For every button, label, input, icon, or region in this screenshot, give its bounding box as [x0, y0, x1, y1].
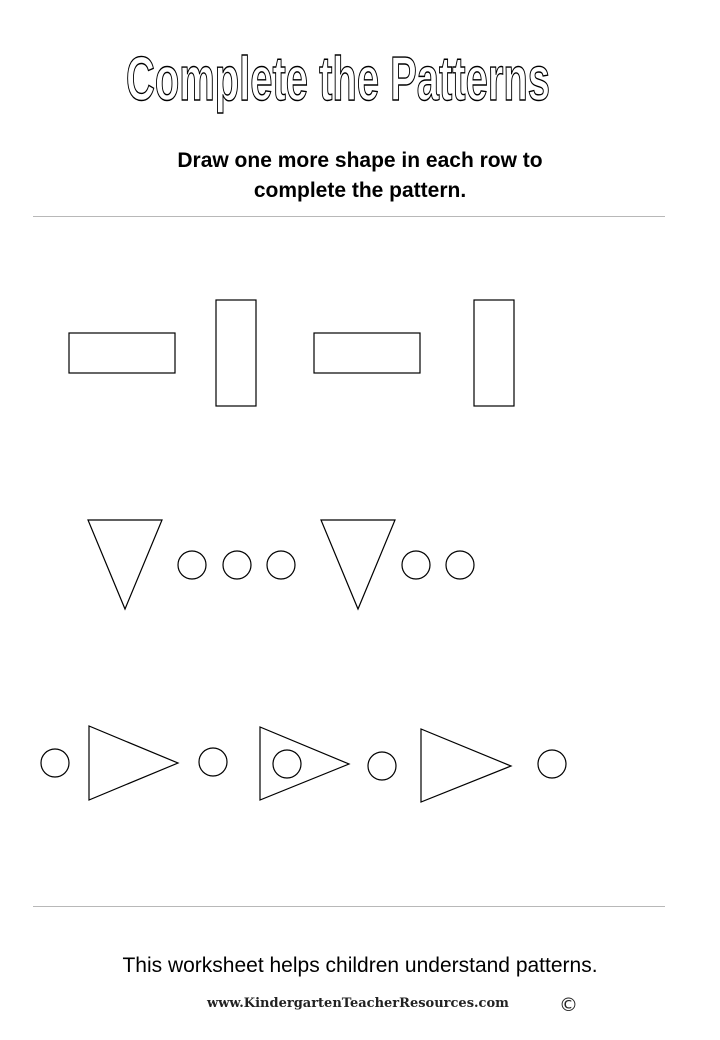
- circle: [267, 551, 295, 579]
- horizontal-rectangle: [69, 333, 175, 373]
- pattern-row-2: [88, 520, 474, 609]
- circle: [402, 551, 430, 579]
- circle: [446, 551, 474, 579]
- copyright-symbol: ©: [559, 994, 578, 1016]
- circle: [199, 748, 227, 776]
- circle: [368, 752, 396, 780]
- circle: [538, 750, 566, 778]
- circle: [178, 551, 206, 579]
- circle: [273, 750, 301, 778]
- bottom-divider: [33, 906, 665, 907]
- worksheet-note: This worksheet helps children understand patterns.: [122, 954, 598, 977]
- vertical-rectangle: [474, 300, 514, 406]
- circle: [223, 551, 251, 579]
- footer-url: www.KindergartenTeacherResources.com: [207, 996, 509, 1011]
- instruction-line-2: complete the pattern.: [253, 179, 467, 202]
- worksheet-title-text: Complete the Patterns: [126, 45, 550, 114]
- pattern-row-3: [41, 726, 566, 802]
- horizontal-rectangle: [314, 333, 420, 373]
- right-triangle: [421, 729, 511, 802]
- vertical-rectangle: [216, 300, 256, 406]
- instruction-line-1: Draw one more shape in each row to: [177, 149, 543, 172]
- right-triangle: [89, 726, 178, 800]
- pattern-row-1: [69, 300, 514, 406]
- down-triangle: [88, 520, 162, 609]
- circle: [41, 749, 69, 777]
- down-triangle: [321, 520, 395, 609]
